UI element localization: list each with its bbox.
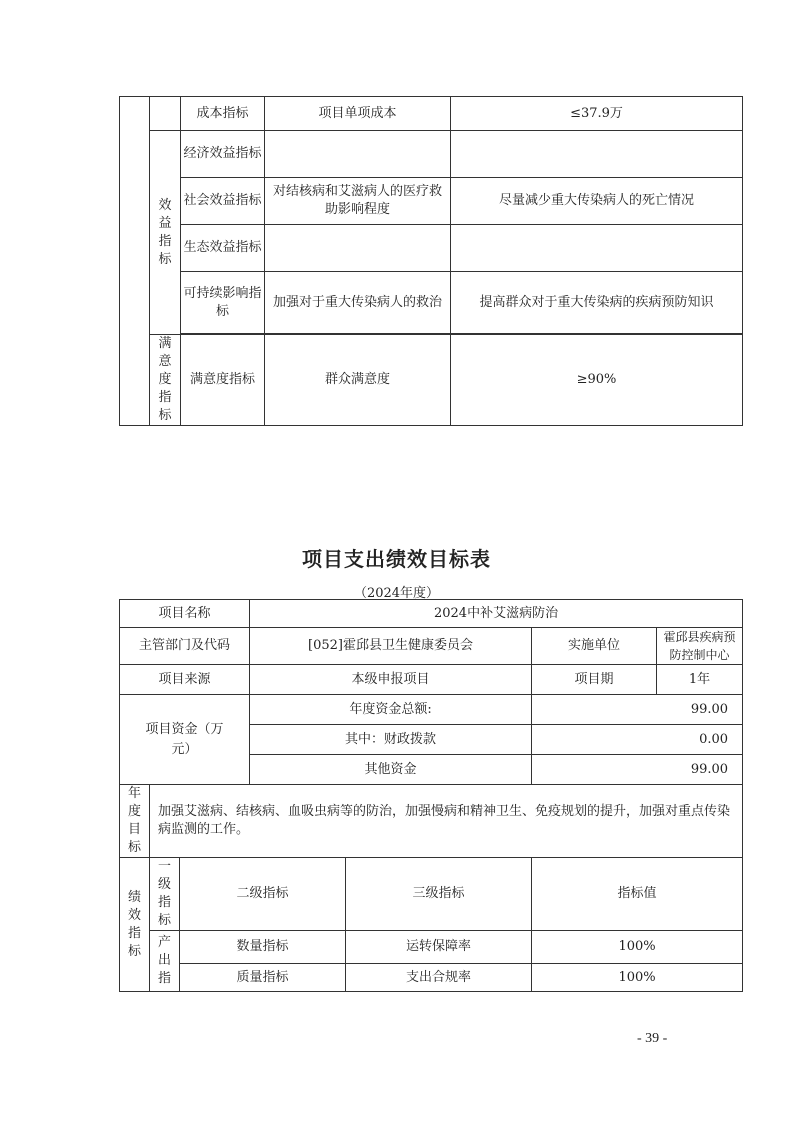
project-name-value: 2024中补艾滋病防治 — [250, 600, 743, 628]
performance-goal-table — [119, 599, 743, 992]
economic-benefit-value — [451, 131, 743, 178]
satisfaction-item: 群众满意度 — [265, 335, 451, 426]
period-label: 项目期 — [532, 665, 657, 695]
page-title: 项目支出绩效目标表 — [302, 547, 491, 571]
cost-indicator-value: ≤37.9万 — [451, 97, 743, 131]
quality-indicator-item: 支出合规率 — [346, 964, 532, 992]
continued-output-column — [150, 97, 181, 131]
benefit-indicator-label: 效益指标 — [158, 197, 172, 267]
impl-unit-value: 霍邱县疾病预防控制中心 — [657, 628, 743, 665]
cost-indicator-item: 项目单项成本 — [265, 97, 451, 131]
source-label: 项目来源 — [120, 665, 250, 695]
page-subtitle: （2024年度） — [353, 586, 440, 601]
impl-unit-label: 实施单位 — [532, 628, 657, 665]
quality-indicator-label: 质量指标 — [180, 964, 346, 992]
other-fund-label: 其他资金 — [250, 755, 532, 785]
economic-benefit-label: 经济效益指标 — [181, 131, 265, 178]
fund-label-cell — [120, 695, 250, 785]
social-benefit-label: 社会效益指标 — [181, 178, 265, 225]
dept-value: [052]霍邱县卫生健康委员会 — [250, 628, 532, 665]
satisfaction-sub-label: 满意度指标 — [181, 335, 265, 426]
output-indicator-label: 产出指 — [158, 935, 172, 986]
fund-label: 项目资金（万元） — [145, 721, 224, 757]
benefit-indicator-cell — [150, 131, 181, 335]
satisfaction-indicator-cell — [150, 335, 181, 426]
annual-goal-label: 年度目标 — [128, 786, 142, 855]
top-indicator-table — [119, 96, 743, 426]
quantity-indicator-item: 运转保障率 — [346, 931, 532, 964]
sustain-benefit-label: 可持续影响指标 — [181, 272, 265, 334]
sustain-benefit-value: 提高群众对于重大传染病的疾病预防知识 — [451, 272, 743, 334]
annual-total-label: 年度资金总额: — [250, 695, 532, 725]
quantity-indicator-label: 数量指标 — [180, 931, 346, 964]
level1-header-cell — [150, 858, 180, 931]
economic-benefit-item — [265, 131, 451, 178]
annual-total-value: 99.00 — [532, 695, 743, 725]
quantity-indicator-value: 100% — [532, 931, 743, 964]
project-name-label: 项目名称 — [120, 600, 250, 628]
fiscal-value: 0.00 — [532, 725, 743, 755]
perf-indicator-label: 绩效指标 — [128, 889, 142, 959]
source-value: 本级申报项目 — [250, 665, 532, 695]
annual-goal-value: 加强艾滋病、结核病、血吸虫病等的防治，加强慢病和精神卫生、免疫规划的提升，加强对重点传染病监测的工作。 — [150, 785, 743, 858]
cost-indicator-label: 成本指标 — [181, 97, 265, 131]
eco-benefit-value — [451, 225, 743, 272]
perf-indicator-cell — [120, 858, 150, 992]
social-benefit-item: 对结核病和艾滋病人的医疗救助影响程度 — [265, 178, 451, 225]
page-number: - 39 - — [637, 1031, 668, 1046]
satisfaction-value: ≥90% — [451, 335, 743, 426]
annual-goal-label-cell — [120, 785, 150, 858]
period-value: 1年 — [657, 665, 743, 695]
level2-header: 二级指标 — [180, 858, 346, 931]
eco-benefit-label: 生态效益指标 — [181, 225, 265, 272]
eco-benefit-item — [265, 225, 451, 272]
social-benefit-value: 尽量减少重大传染病人的死亡情况 — [451, 178, 743, 225]
other-fund-value: 99.00 — [532, 755, 743, 785]
fiscal-label: 其中：财政拨款 — [250, 725, 532, 755]
level1-header: 一级指标 — [158, 859, 172, 928]
dept-label: 主管部门及代码 — [120, 628, 250, 665]
sustain-benefit-item: 加强对于重大传染病人的救治 — [265, 272, 451, 334]
output-indicator-cell — [150, 931, 180, 992]
indicator-value-header: 指标值 — [532, 858, 743, 931]
continued-first-column — [120, 97, 150, 426]
level3-header: 三级指标 — [346, 858, 532, 931]
satisfaction-indicator-label: 满意度指标 — [158, 336, 172, 423]
quality-indicator-value: 100% — [532, 964, 743, 992]
